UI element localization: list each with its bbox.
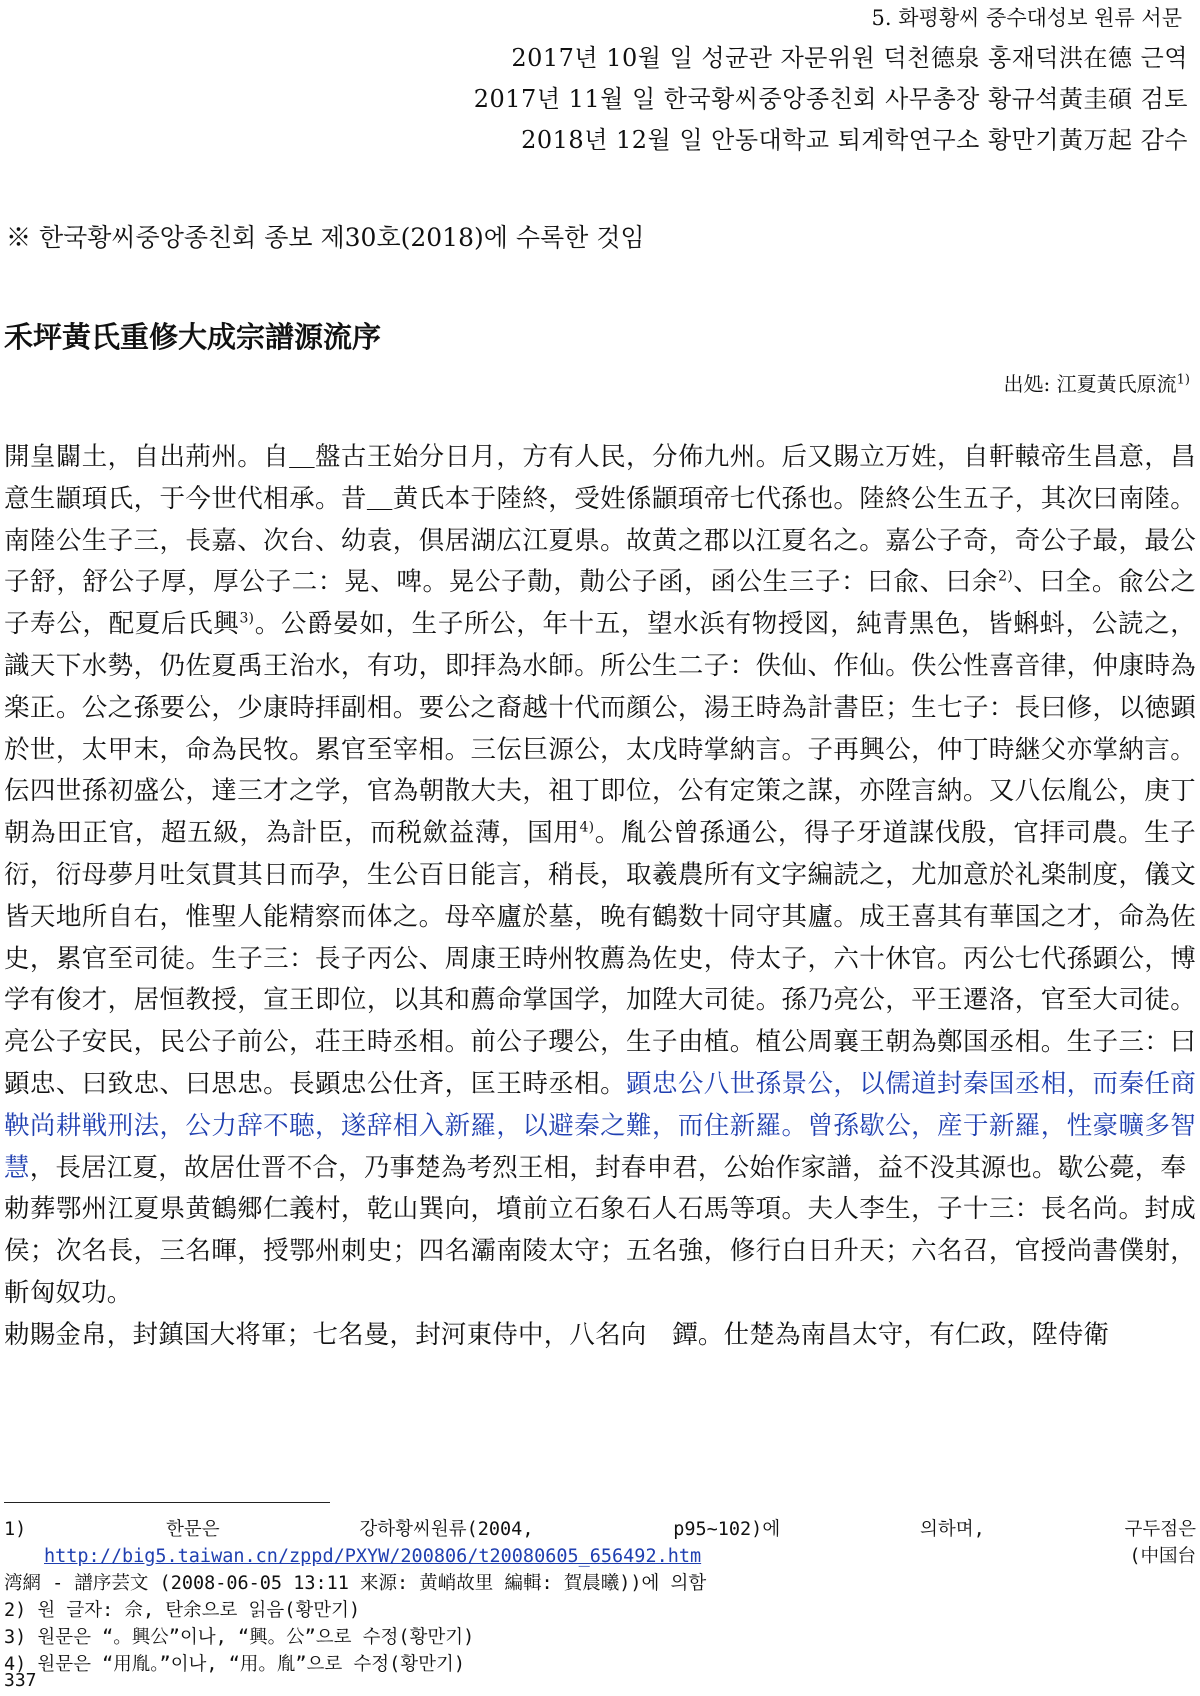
fn1-part: p95~102)에 <box>673 1519 781 1540</box>
credit-translator: 2017년 10월 일 성균관 자문위원 덕천德泉 홍재덕洪在德 근역 <box>511 44 1188 72</box>
text-segment: 開皇闢土，自出荊州。自＿盤古王始分日月，方有人民，分佈九州。后又賜立万姓，自軒轅帝生昌意，昌意生顓頊氏，于今世代相承。昔＿黄氏本于陸終，受姓係顓頊帝七代孫也。陸終公生五子，其次曰南陸。南陸公生子三，長嘉、次台、幼袁，倶居湖広江夏県。故黄之郡以江夏名之。嘉公子奇，奇公子最，最公子舒，舒公子厚，厚公子二：晃、啤。晃公子勣，勣公子函，函公生三子：曰兪、曰余 <box>4 442 1196 598</box>
document-title: 禾坪黃氏重修大成宗譜源流序 <box>4 320 382 354</box>
source-url-link[interactable]: http://big5.taiwan.cn/zppd/PXYW/200806/t20080605_656492.htm <box>44 1546 702 1567</box>
text-segment: 。公爵晏如，生子所公，年十五，望水浜有物授図，純青黒色，皆蝌蚪，公読之，識天下水勢，仍佐夏禹王治水，有功，即拝為水師。所公生二子：佚仙、作仙。佚公性喜音律，仲康時為楽正。公之孫要公，少康時拝副相。要公之裔越十代而顔公，湯王時為計書臣；生七子：長曰修，以徳顕於世，太甲末，命為民牧。累官至宰相。三伝巨源公，太戊時掌納言。子再興公，仲丁時継父亦掌納言。伝四世孫初盛公，達三才之学，官為朝散大夫，祖丁即位，公有定策之謀，亦陞言納。又八伝胤公，庚丁朝為田正官，超五級，為計臣，而税歛益薄，国用 <box>4 609 1196 849</box>
publication-note: ※ 한국황씨중앙종친회 종보 제30호(2018)에 수록한 것임 <box>6 223 645 252</box>
paragraph-1 <box>4 437 1196 1189</box>
source-citation <box>1004 368 1190 397</box>
main-text <box>4 437 1196 1357</box>
paragraph-3: 勅賜金帛，封鎮国大将軍；七名曼，封河東侍中，八名向 鐔。仕楚為南昌太守，有仁政，陞侍衛 <box>4 1319 1110 1350</box>
footnote-4: 4) 원문은 “用胤。”이나, “用。胤”으로 수정(황만기) <box>4 1654 465 1675</box>
footnote-1-url-line <box>4 1543 1196 1570</box>
fn1-part: 한문은 <box>166 1519 220 1540</box>
footnote-divider <box>4 1502 330 1503</box>
page-number: 337 <box>4 1670 37 1691</box>
footnotes <box>4 1516 1196 1678</box>
footnote-1 <box>4 1516 1196 1543</box>
footnote-3: 3) 원문은 “。興公”이나, “興。公”으로 수정(황만기) <box>4 1627 475 1648</box>
paragraph-2: 勅葬鄂州江夏県黄鶴郷仁義村，乾山巽向，墳前立石象石人石馬等項。夫人李生，子十三：長名尚。封成侯；次名長，三名暉，授鄂州刺史；四名灞南陵太守；五名強，修行白日升天；六名召，官授尚書僕射，斬匈奴功。 <box>4 1194 1196 1308</box>
footnote-ref-1: 1) <box>1176 372 1190 388</box>
credit-reviewer: 2017년 11월 일 한국황씨중앙종친회 사무총장 황규석黃圭碩 검토 <box>473 85 1188 113</box>
footnote-ref-2: 2) <box>998 568 1013 585</box>
fn1-part: 의하며, <box>919 1519 985 1540</box>
fn1-url-tail: (中国台 <box>1129 1546 1196 1567</box>
fn1-part: 구두점은 <box>1124 1519 1196 1540</box>
fn1-part: 강하황씨원류(2004, <box>359 1519 534 1540</box>
running-header: 5. 화평황씨 중수대성보 원류 서문 <box>871 6 1182 30</box>
fn1-part: 1) <box>4 1519 27 1540</box>
source-text: 出処: 江夏黃氏原流 <box>1003 372 1177 396</box>
text-segment: 。胤公曾孫通公，得子牙道謀伐殷，官拝司農。生子衍，衍母夢月吐気貫其日而孕，生公百日能言，稍長，取羲農所有文字編読之，尤加意於礼楽制度，儀文皆天地所自右，惟聖人能精察而体之。母卒廬於墓，晩有鶴数十同守其廬。成王喜其有華国之才，命為佐史，累官至司徒。生子三：長子丙公、周康王時州牧薦為佐史，侍太子，六十休官。丙公七代孫顕公，博学有俊才，居恒教授，宣王即位，以其和薦命掌国学，加陞大司徒。孫乃亮公，平王遷洛，官至大司徒。亮公子安民，民公子前公，荘王時丞相。前公子瓔公，生子由植。植公周襄王朝為鄭国丞相。生子三：曰顕忠、曰致忠、曰思忠。長顕忠公仕斉，匡王時丞相。 <box>4 818 1196 1099</box>
text-segment: ，長居江夏，故居仕晋不合，乃事楚為考烈王相，封春申君，公始作家譜，益不没其源也。歇公薨，奉 <box>29 1152 1187 1183</box>
text-segment: 、曰全。兪公之子寿公，配夏后氏興 <box>4 567 1196 640</box>
credit-supervisor: 2018년 12월 일 안동대학교 퇴계학연구소 황만기黃万起 감수 <box>521 126 1188 154</box>
highlighted-text: 顕忠公八世孫景公，以儒道封秦国丞相，而秦任商鞅尚耕戦刑法，公力辞不聴，遂辞相入新羅，以避秦之難，而住新羅。曾孫歇公，産于新羅，性豪曠多智慧 <box>4 1068 1196 1183</box>
footnote-ref-4: 4) <box>579 819 595 836</box>
footnote-ref-3: 3) <box>239 610 255 627</box>
footnote-1-line3: 湾網 - 譜序芸文 (2008-06-05 13:11 来源: 黄峭故里 編輯: 賀晨曦))에 의함 <box>4 1573 707 1594</box>
footnote-2: 2) 원 글자: 佘, 탄余으로 읽음(황만기) <box>4 1600 361 1621</box>
